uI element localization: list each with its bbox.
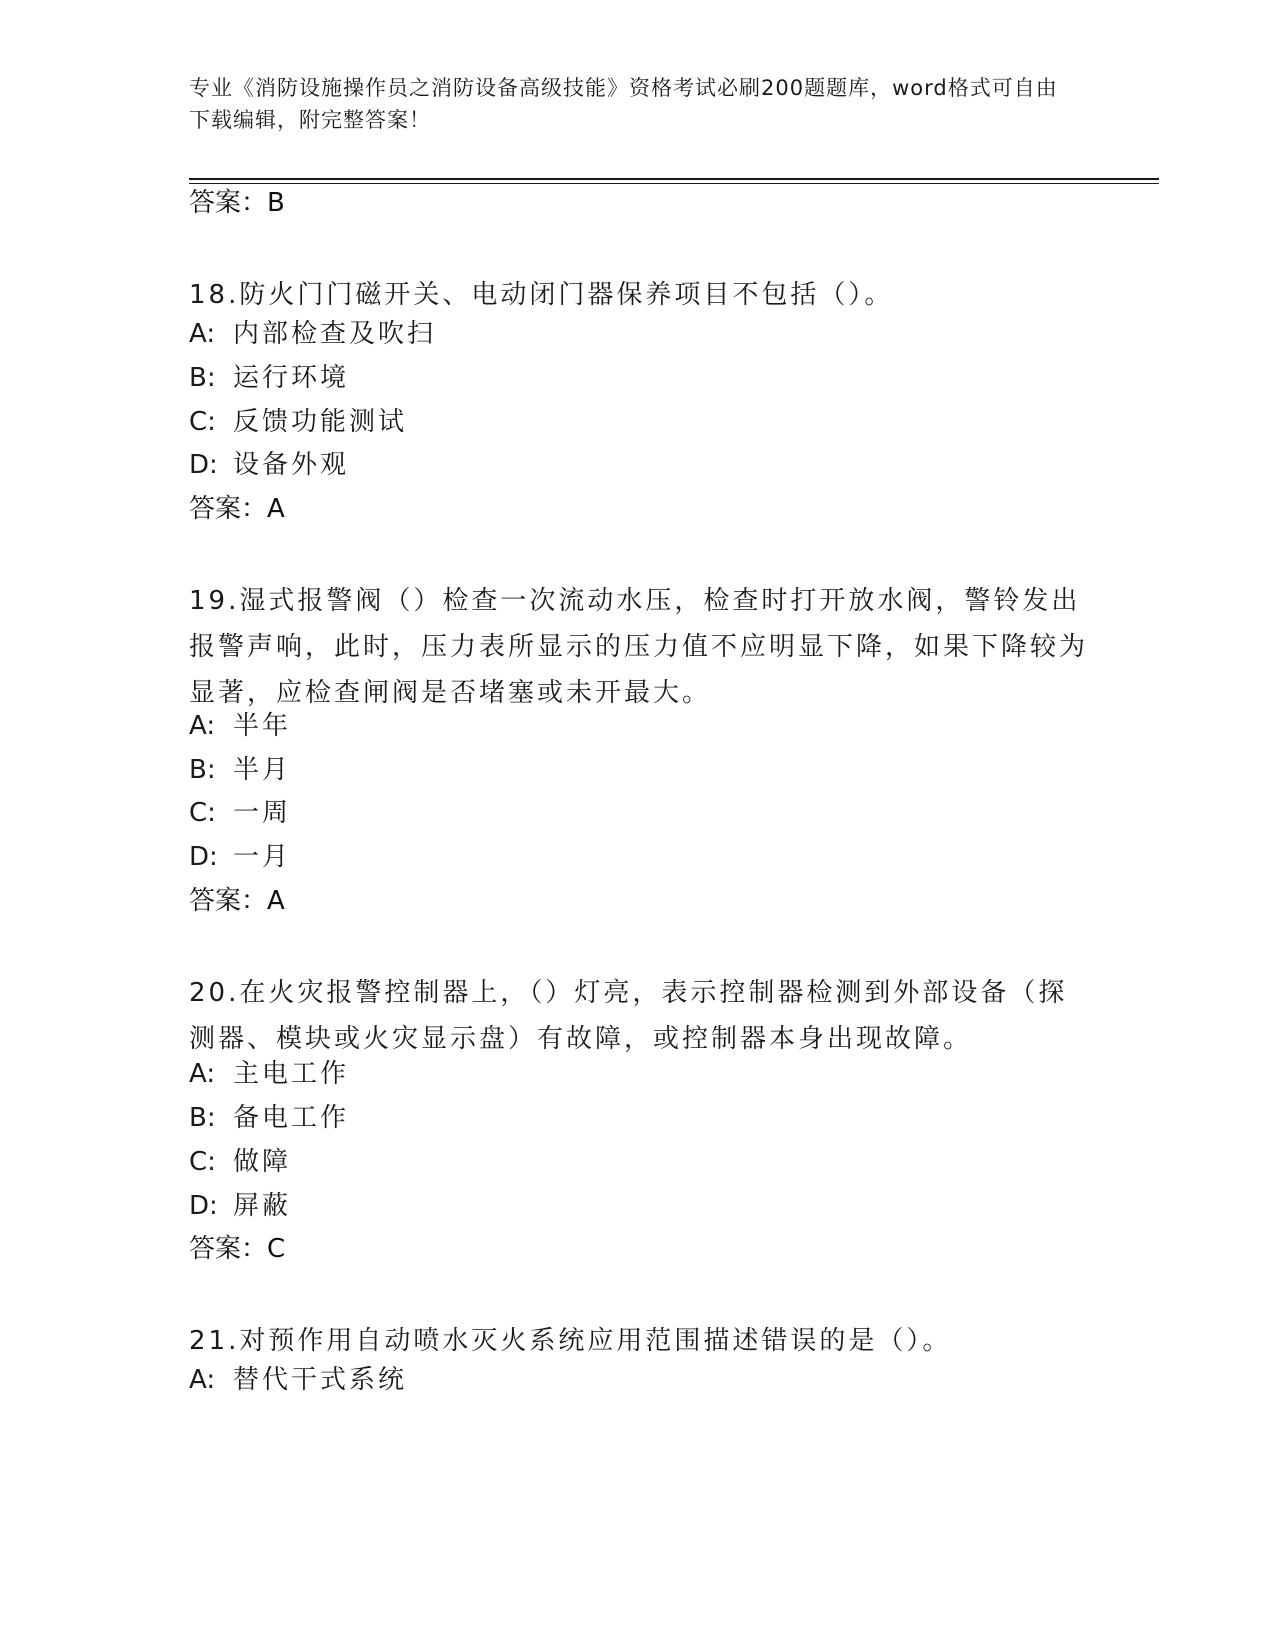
question-20-stem: 20.在火灾报警控制器上，（）灯亮，表示控制器检测到外部设备（探测器、模块或火灾显示盘）有故障，或控制器本身出现故障。 bbox=[189, 978, 1068, 1054]
question-20-option-a bbox=[189, 1057, 349, 1091]
option-letter: B: bbox=[189, 1103, 216, 1133]
option-text: 运行环境 bbox=[233, 363, 350, 393]
header-divider-thick bbox=[189, 178, 1159, 180]
option-letter: A: bbox=[189, 1365, 216, 1395]
question-18-option-c bbox=[189, 405, 407, 439]
option-text: 备电工作 bbox=[233, 1103, 350, 1133]
question-20-option-d bbox=[189, 1189, 291, 1223]
question-20-option-c bbox=[189, 1145, 291, 1179]
answer-q17: 答案：B bbox=[189, 188, 285, 218]
option-text: 替代干式系统 bbox=[233, 1365, 408, 1395]
option-text: 内部检查及吹扫 bbox=[233, 319, 437, 349]
question-18-stem: 18.防火门门磁开关、电动闭门器保养项目不包括（）。 bbox=[189, 280, 894, 310]
question-19-option-b bbox=[189, 753, 291, 787]
question-18-option-d bbox=[189, 448, 349, 482]
option-text: 反馈功能测试 bbox=[233, 407, 408, 437]
option-letter: C: bbox=[189, 798, 216, 828]
question-21-stem: 21.对预作用自动喷水灭火系统应用范围描述错误的是（）。 bbox=[189, 1326, 952, 1356]
option-text: 一周 bbox=[233, 798, 292, 828]
answer-q20: 答案：C bbox=[189, 1234, 286, 1264]
option-text: 做障 bbox=[233, 1147, 292, 1177]
answer-q19: 答案：A bbox=[189, 886, 285, 916]
option-letter: C: bbox=[189, 1147, 216, 1177]
option-letter: B: bbox=[189, 755, 216, 785]
question-21-option-a bbox=[189, 1363, 407, 1397]
question-20-option-b bbox=[189, 1101, 349, 1135]
option-text: 一月 bbox=[233, 842, 292, 872]
header-divider-thin bbox=[189, 183, 1159, 184]
option-letter: D: bbox=[189, 1191, 218, 1221]
question-18-option-b bbox=[189, 361, 349, 395]
option-text: 半月 bbox=[233, 755, 292, 785]
question-19-option-c bbox=[189, 796, 291, 830]
option-letter: A: bbox=[189, 1059, 216, 1089]
answer-q18: 答案：A bbox=[189, 494, 285, 524]
option-letter: A: bbox=[189, 711, 216, 741]
option-letter: A: bbox=[189, 319, 216, 349]
question-19-option-a bbox=[189, 709, 291, 743]
question-18-option-a bbox=[189, 317, 436, 351]
option-text: 主电工作 bbox=[233, 1059, 350, 1089]
option-text: 设备外观 bbox=[233, 450, 350, 480]
option-text: 半年 bbox=[233, 711, 292, 741]
option-letter: D: bbox=[189, 450, 218, 480]
question-19-stem: 19.湿式报警阀（）检查一次流动水压，检查时打开放水阀，警铃发出报警声响，此时，压力表所显示的压力值不应明显下降，如果下降较为显著，应检查闸阀是否堵塞或未开最大。 bbox=[189, 586, 1089, 708]
question-19-option-d bbox=[189, 840, 291, 874]
option-text: 屏蔽 bbox=[233, 1191, 292, 1221]
option-letter: C: bbox=[189, 407, 216, 437]
document-header: 专业《消防设施操作员之消防设备高级技能》资格考试必刷200题题库，word格式可自由下载编辑，附完整答案！ bbox=[189, 76, 1058, 132]
option-letter: D: bbox=[189, 842, 218, 872]
option-letter: B: bbox=[189, 363, 216, 393]
